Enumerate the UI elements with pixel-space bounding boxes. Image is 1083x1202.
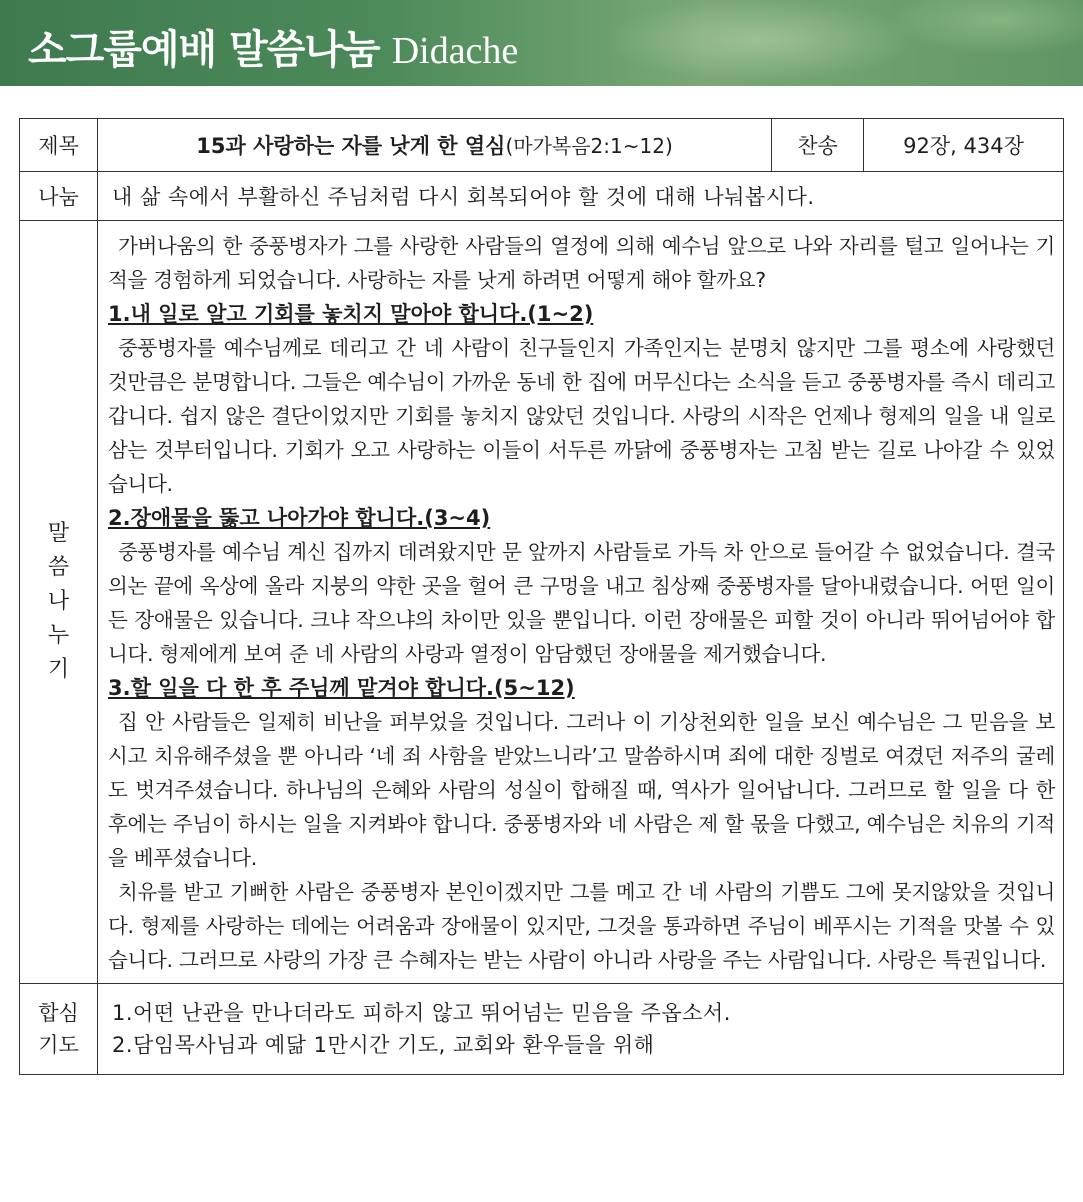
share-row xyxy=(20,172,1064,221)
prayer-label-line2: 기도 xyxy=(38,1033,79,1057)
prayer-row xyxy=(20,984,1064,1075)
point2-heading: 2.장애물을 뚫고 나아가야 합니다.(3~4) xyxy=(108,506,491,530)
word-label-char: 씀 xyxy=(47,555,70,580)
scripture-reference: (마가복음2:1~12) xyxy=(505,134,673,158)
prayer-item: 1.어떤 난관을 만나더라도 피하지 않고 뛰어넘는 믿음을 주옵소서. xyxy=(112,1001,731,1025)
share-question: 내 삶 속에서 부활하신 주님처럼 다시 회복되어야 할 것에 대해 나눠봅시다. xyxy=(98,172,1064,221)
point3-paragraph: 집 안 사람들은 일제히 비난을 퍼부었을 것입니다. 그러나 이 기상천외한 일을 보신 예수님은 그 믿음을 보시고 치유해주셨을 뿐 아니라 ‘네 죄 사함을 받았느니라’고 말씀하시며 죄에 대한 징벌로 여겼던 저주의 굴레도 벗겨주셨습니다. 하나님의 은혜와 사람의 성실이 합해질 때, 역사가 일어납니다. 그러므로 할 일을 다 한 후에는 주님이 하시는 일을 지켜봐야 합니다. 중풍병자와 네 사람은 제 할 몫을 다했고, 예수님은 치유의 기적을 베푸셨습니다. xyxy=(108,710,1055,870)
word-label-char: 말 xyxy=(47,521,70,546)
word-label-char: 기 xyxy=(47,657,70,682)
point1-paragraph: 중풍병자를 예수님께로 데리고 간 네 사람이 친구들인지 가족인지는 분명치 않지만 그를 평소에 사랑했던 것만큼은 분명합니다. 그들은 예수님이 가까운 동네 한 집에 머무신다는 소식을 듣고 중풍병자를 즉시 데리고 갑니다. 쉽지 않은 결단이었지만 기회를 놓치지 않았던 것입니다. 사랑의 시작은 언제나 형제의 일을 내 일로 삼는 것부터입니다. 기회가 오고 사랑하는 이들이 서두른 까닭에 중풍병자는 고침 받는 길로 나아갈 수 있었습니다. xyxy=(108,336,1055,496)
word-row xyxy=(20,221,1064,984)
point3-heading: 3.할 일을 다 한 후 주님께 맡겨야 합니다.(5~12) xyxy=(108,676,575,700)
prayer-items xyxy=(98,984,1064,1075)
closing-paragraph: 치유를 받고 기뻐한 사람은 중풍병자 본인이겠지만 그를 메고 간 네 사람의 기쁨도 그에 못지않았을 것입니다. 형제를 사랑하는 데에는 어려움과 장애물이 있지만, 그것을 통과하면 주님이 베푸시는 기적을 맛볼 수 있습니다. 그러므로 사랑의 가장 큰 수혜자는 받는 사람이 아니라 사랑을 주는 사람입니다. 사랑은 특권입니다. xyxy=(108,880,1055,972)
hymn-label: 찬송 xyxy=(772,119,864,172)
lesson-title-text: 15과 사랑하는 자를 낫게 한 열심 xyxy=(196,134,506,158)
hymn-value: 92장, 434장 xyxy=(864,119,1064,172)
lesson-title xyxy=(98,119,772,172)
point1-heading: 1.내 일로 알고 기회를 놓치지 말아야 합니다.(1~2) xyxy=(108,302,594,326)
intro-paragraph: 가버나움의 한 중풍병자가 그를 사랑한 사람들의 열정에 의해 예수님 앞으로 나와 자리를 털고 일어나는 기적을 경험하게 되었습니다. 사랑하는 자를 낫게 하려면 어떻게 해야 할까요? xyxy=(108,234,1055,292)
sermon-table xyxy=(19,118,1064,1075)
sermon-body xyxy=(98,221,1064,984)
banner-subtitle: Didache xyxy=(391,30,519,72)
prayer-label xyxy=(20,984,98,1075)
header-banner xyxy=(0,0,1083,86)
banner-title-korean: 소그룹예배 말씀나눔 xyxy=(28,27,380,73)
banner-title xyxy=(28,18,518,75)
word-label-char: 누 xyxy=(47,623,70,648)
point2-paragraph: 중풍병자를 예수님 계신 집까지 데려왔지만 문 앞까지 사람들로 가득 차 안으로 들어갈 수 없었습니다. 결국 의논 끝에 옥상에 올라 지붕의 약한 곳을 헐어 큰 구멍을 내고 침상째 중풍병자를 달아내렸습니다. 어떤 일이든 장애물은 있습니다. 크냐 작으냐의 차이만 있을 뿐입니다. 이런 장애물은 피할 것이 아니라 뛰어넘어야 합니다. 형제에게 보여 준 네 사람의 사랑과 열정이 암담했던 장애물을 제거했습니다. xyxy=(108,540,1055,666)
title-label: 제목 xyxy=(20,119,98,172)
word-label-char: 나 xyxy=(47,589,70,614)
prayer-label-line1: 합심 xyxy=(38,1001,79,1025)
word-sharing-label xyxy=(20,221,98,984)
title-row xyxy=(20,119,1064,172)
share-label: 나눔 xyxy=(20,172,98,221)
prayer-item: 2.담임목사님과 예닮 1만시간 기도, 교회와 환우들을 위해 xyxy=(112,1033,655,1057)
